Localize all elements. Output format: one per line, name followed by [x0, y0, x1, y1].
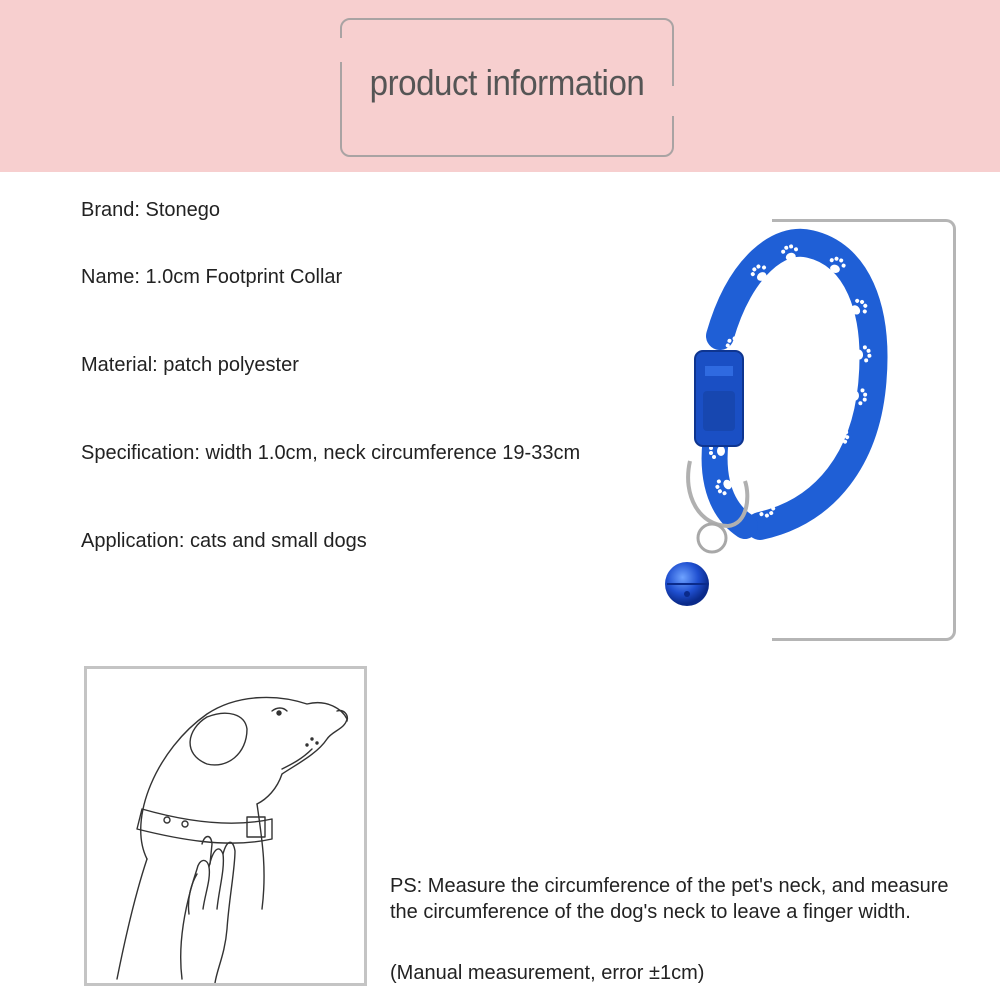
frame-gap-left — [336, 38, 344, 62]
collar-image — [600, 226, 900, 646]
spec-material: Material: patch polyester — [81, 354, 299, 376]
ps-note: PS: Measure the circumference of the pet's neck, and measure the circumference of the dog's neck to leave a finger width. — [390, 875, 949, 923]
dog-measurement-image — [87, 669, 364, 983]
spec-brand: Brand: Stonego — [81, 199, 220, 221]
manual-measurement-note: (Manual measurement, error ±1cm) — [390, 962, 705, 984]
spec-application: Application: cats and small dogs — [81, 530, 367, 552]
frame-gap-right — [670, 86, 678, 116]
page-title: product information — [369, 62, 645, 103]
spec-specification: Specification: width 1.0cm, neck circumference 19-33cm — [81, 442, 581, 464]
spec-name: Name: 1.0cm Footprint Collar — [81, 266, 343, 288]
